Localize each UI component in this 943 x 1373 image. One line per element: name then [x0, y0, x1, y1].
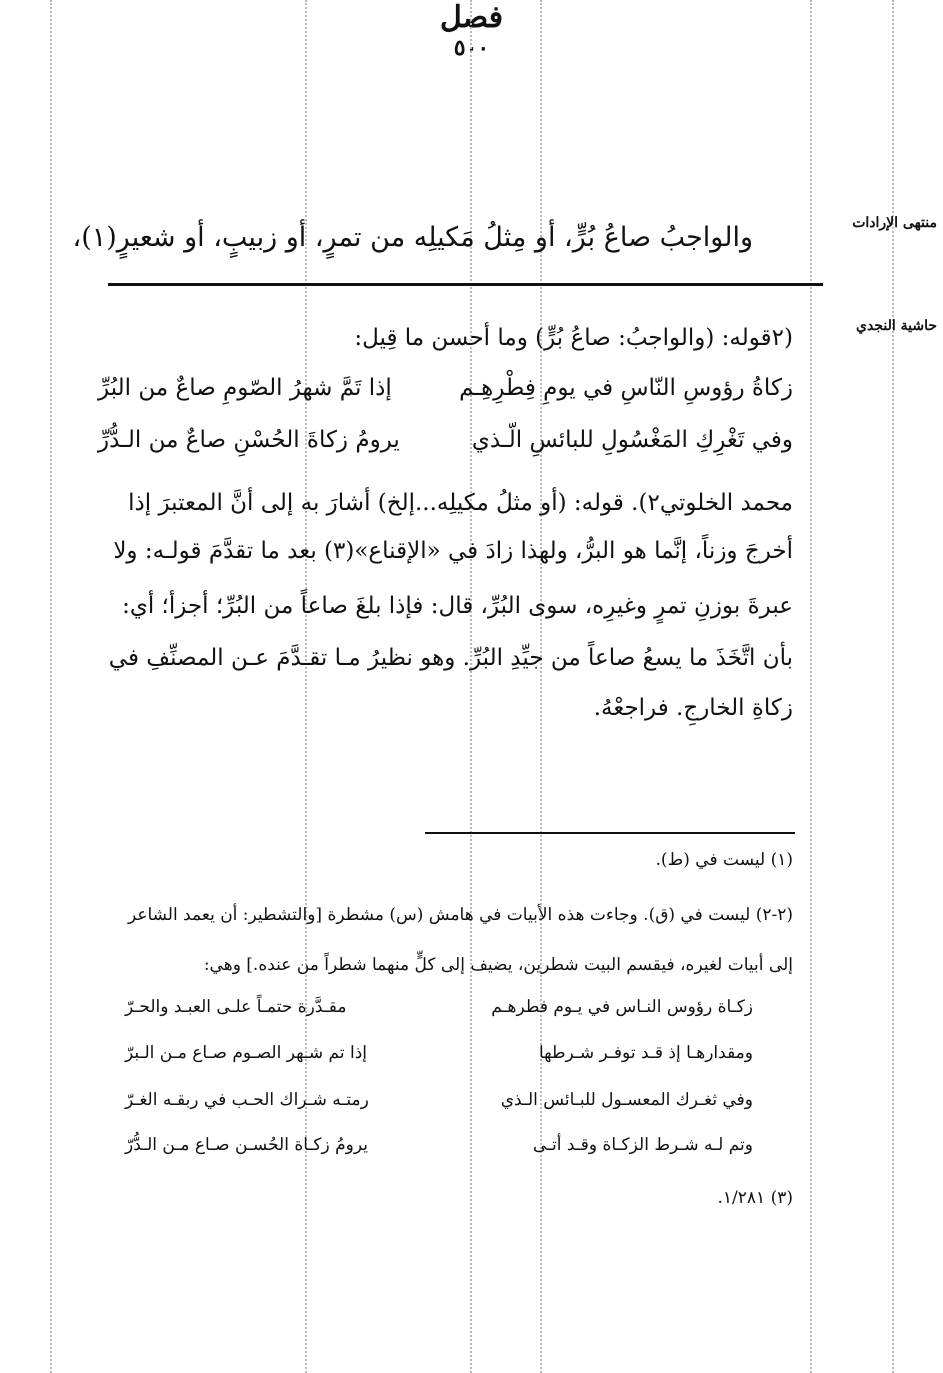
paragraph-line-1: محمد الخلوتي٢). قوله: (أو مثلُ مكيلِه...إلخ) أشارَ به إلى أنَّ المعتبرَ إذا: [128, 490, 793, 516]
footnote-verse-2-left: إذا تم شـهر الصـوم صـاع مـن الـبرّ: [125, 1043, 368, 1063]
main-divider: [108, 283, 823, 286]
verse-2-left: يرومُ زكاةَ الحُسْنِ صاعٌ من الـدُّرِّ: [98, 427, 400, 453]
scan-guide: [305, 0, 307, 1373]
paragraph-line-4: بأن اتَّخَذَ ما يسعُ صاعاً من جيِّدِ البُرِّ. وهو نظيرُ مـا تقـدَّمَ عـن المصنِّفِ في: [108, 645, 793, 671]
footnote-verse-1-right: زكـاة رؤوس النـاس في يـوم فطرهـم: [491, 997, 753, 1017]
footnote-verse-4-right: وتم لـه شـرط الزكـاة وقـد أتـى: [532, 1135, 753, 1155]
scan-guide: [892, 0, 894, 1373]
paragraph-line-2: أخرجَ وزناً، إنَّما هو البرُّ، ولهذا زادَ في «الإقناع»(٣) بعد ما تقدَّمَ قولـه: ولا: [113, 538, 793, 564]
verse-1-left: إذا تَمَّ شهرُ الصّومِ صاعٌ من البُرِّ: [98, 375, 392, 401]
footnote-1: (١) ليست في (ط).: [655, 850, 793, 870]
section-title: فصل: [439, 0, 504, 35]
side-label-muntaha: منتهى الإرادات: [852, 215, 937, 231]
main-text: والواجبُ صاعُ بُرٍّ، أو مِثلُ مَكيلِه من تمرٍ، أو زبيبٍ، أو شعيرٍ(١)،: [72, 222, 753, 253]
footnote-2-line-2: إلى أبيات لغيره، فيقسم البيت شطرين، يضيف إلى كلٍّ منهما شطراً من عنده.] وهي:: [203, 955, 793, 975]
side-label-hashiya: حاشية النجدي: [856, 318, 937, 334]
footnote-verse-1-left: مقـدَّرة حتمـاً علـى العبـد والحـرّ: [125, 997, 347, 1017]
verse-2-right: وفي تَغْرِكِ المَغْسُولِ للبائسِ الّـذي: [471, 427, 793, 453]
paragraph-line-5: زكاةِ الخارجِ. فراجعْهُ.: [593, 695, 793, 721]
footnote-verse-3-right: وفي ثغـرك المعسـول للبـائس الـذي: [500, 1090, 753, 1110]
footnote-verse-4-left: يرومُ زكـاة الحُسـن صـاع مـن الـدُّرّ: [125, 1135, 368, 1155]
scan-guide: [50, 0, 52, 1373]
footnote-3: (٣) ١/٢٨١.: [717, 1188, 793, 1208]
paragraph-line-3: عبرةَ بوزنِ تمرٍ وغيرِه، سوى البُرِّ، قال: فإذا بلغَ صاعاً من البُرِّ؛ أجزأ؛ أي:: [122, 593, 793, 619]
page-number: ٥٠٠: [453, 35, 490, 61]
scan-guide: [540, 0, 542, 1373]
footnote-verse-2-right: ومقدارهـا إذ قـد توفـر شـرطها: [539, 1043, 753, 1063]
footnote-divider: [425, 832, 795, 834]
scan-guide: [470, 0, 472, 1373]
footnote-verse-3-left: رمتـه شـراك الحـب في ربقـه الغـرّ: [125, 1090, 369, 1110]
verse-1-right: زكاةُ رؤوسِ النّاسِ في يومِ فِطْرِهِـم: [459, 375, 793, 401]
commentary-intro: (٢قوله: (والواجبُ: صاعُ بُرٍّ) وما أحسن ما قِيل:: [354, 325, 793, 351]
footnote-2-line-1: (٢-٢) ليست في (ق). وجاءت هذه الأبيات في هامش (س) مشطرة [والتشطير: أن يعمد الشاعر: [127, 905, 793, 925]
scan-guide: [810, 0, 812, 1373]
